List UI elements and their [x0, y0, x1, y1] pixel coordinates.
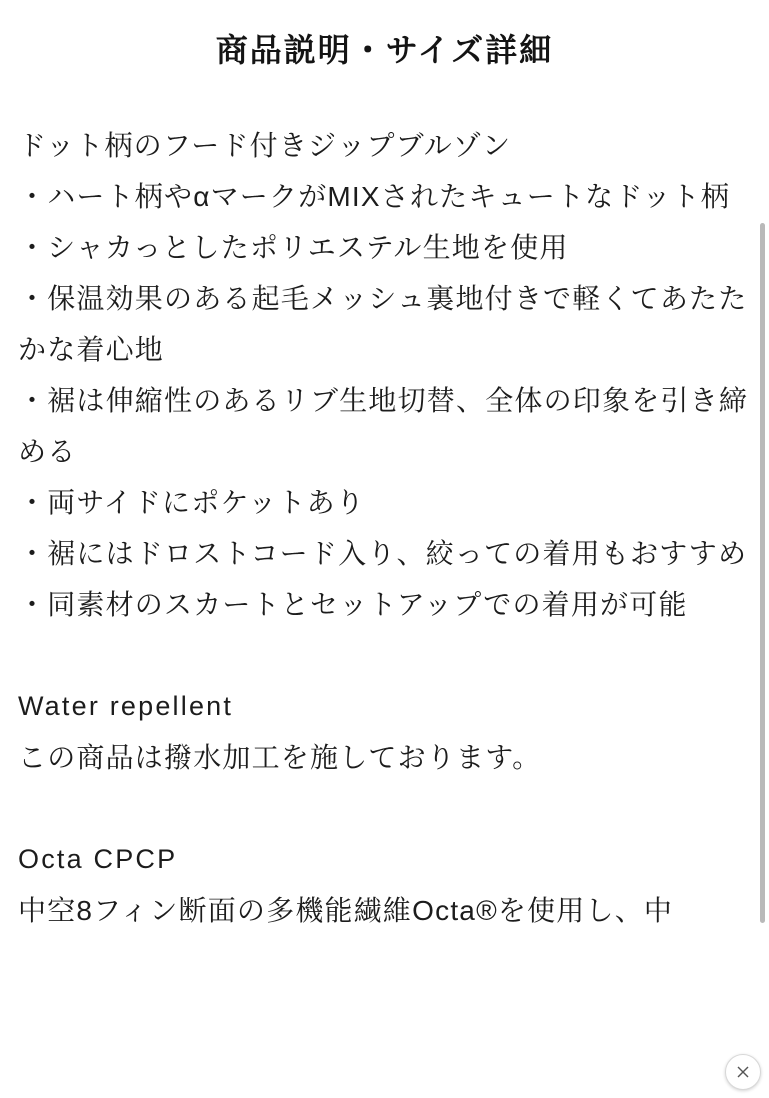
intro-line: ドット柄のフード付きジップブルゾン: [18, 129, 512, 161]
section-spacer: [18, 630, 751, 681]
bullet-item: ・裾にはドロストコード入り、絞っての着用もおすすめ: [18, 537, 748, 569]
section-text-octa-cpcp: 中空8フィン断面の多機能繊維Octa®を使用し、中: [18, 894, 674, 926]
bullet-item: ・シャカっとしたポリエステル生地を使用: [18, 231, 569, 263]
bullet-item: ・両サイドにポケットあり: [18, 486, 366, 518]
bullet-item: ・同素材のスカートとセットアップでの着用が可能: [18, 588, 688, 620]
scrollbar-thumb[interactable]: [760, 223, 765, 923]
section-text-water-repellent: この商品は撥水加工を施しております。: [18, 741, 542, 773]
section-spacer: [18, 783, 751, 834]
bullet-item: ・裾は伸縮性のあるリブ生地切替、全体の印象を引き締める: [18, 384, 749, 467]
section-heading-octa-cpcp: Octa CPCP: [18, 843, 178, 874]
page-title: 商品説明・サイズ詳細: [215, 32, 554, 68]
description-panel: [0, 18, 769, 1098]
vertical-scrollbar[interactable]: [761, 18, 767, 1098]
description-body: [18, 120, 751, 936]
close-button[interactable]: [725, 1054, 761, 1090]
bottom-fade: [0, 1072, 769, 1098]
section-heading-water-repellent: Water repellent: [18, 690, 234, 721]
bullet-item: ・保温効果のある起毛メッシュ裏地付きで軽くてあたたかな着心地: [18, 282, 748, 365]
close-icon: [736, 1065, 750, 1079]
bullet-item: ・ハート柄やαマークがMIXされたキュートなドット柄: [18, 180, 731, 212]
